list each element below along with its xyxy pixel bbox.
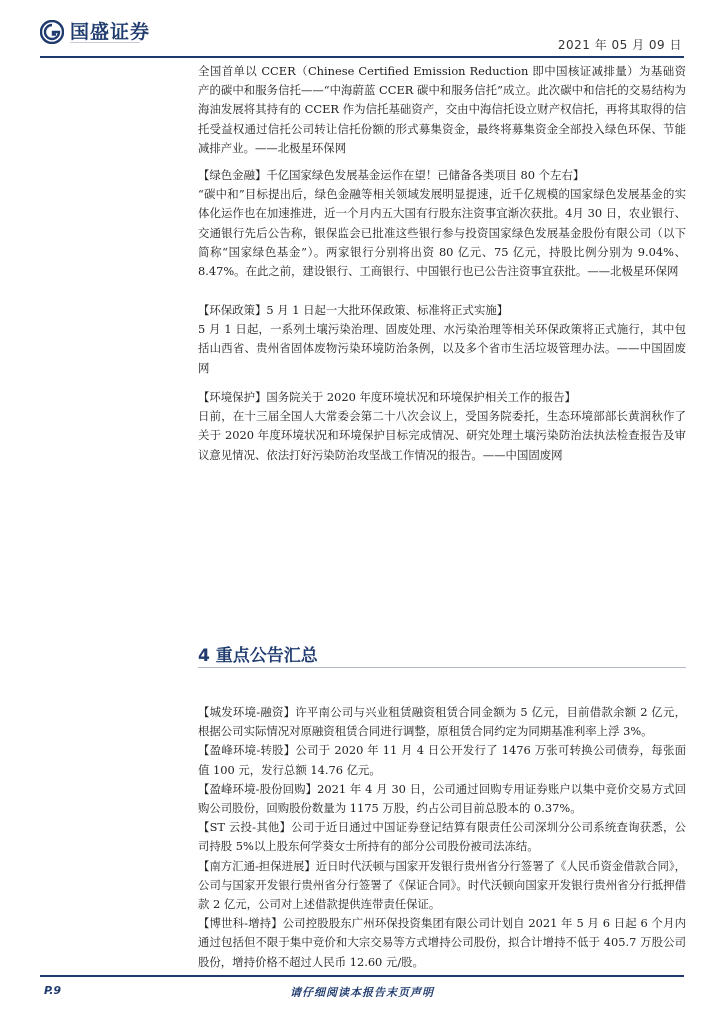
page-header bbox=[0, 0, 724, 60]
section-title: 4 重点公告汇总 bbox=[198, 646, 318, 666]
announcement-text: 公司于近日通过中国证券登记结算有限责任公司深圳分公司系统查询获悉，公司持股 5%以上股东何学葵女士所持有的部分公司股份被司法冻结。 bbox=[198, 820, 686, 854]
announcement-tag: 【盈峰环境-股份回购】 bbox=[198, 781, 318, 796]
announcement-item bbox=[198, 780, 686, 818]
footer-disclaimer: 请仔细阅读本报告末页声明 bbox=[290, 986, 434, 999]
news-item bbox=[198, 166, 686, 281]
news-top-block bbox=[198, 62, 686, 158]
logo-underline bbox=[70, 42, 140, 46]
announcement-text: 2021 年 4 月 30 日，公司通过回购专用证券账户以集中竞价交易方式回购公司股份，回购股份数量为 1175 万股，约占公司目前总股本的 0.37%。 bbox=[198, 781, 686, 816]
brand-name: 国盛证券 bbox=[70, 21, 151, 43]
announcement-item bbox=[198, 741, 686, 779]
report-date: 2021 年 05 月 09 日 bbox=[557, 38, 682, 52]
news-title: 【绿色金融】千亿国家绿色发展基金运作在望！已储备各类项目 80 个左右】 bbox=[198, 168, 585, 182]
logo-icon bbox=[40, 20, 64, 44]
announcement-item bbox=[198, 703, 686, 741]
news-body: “碳中和”目标提出后，绿色金融等相关领域发展明显提速，近千亿规模的国家绿色发展基金的实体化运作也在加速推进，近一个月内五大国有行股东注资事宜渐次获批。4月 30 日，农业银行、交通银行先后公告称，银保监会已批准这些银行参与投资国家绿色发展基金股份有限公司（以下简称“国家绿色基金”）。两家银行分别将出资 80 亿元、75 亿元，持股比例分别为 9.04%、8.47%。在此之前，建设银行、工商银行、中国银行也已公告注资事宜获批。——北极星环保网 bbox=[198, 187, 686, 279]
section-divider bbox=[198, 667, 686, 668]
footer-divider bbox=[40, 975, 684, 977]
announcement-item bbox=[198, 914, 686, 972]
news-title: 【环境保护】国务院关于 2020 年度环境状况和环境保护相关工作的报告】 bbox=[198, 390, 576, 404]
announcement-item bbox=[198, 818, 686, 856]
announcement-text: 公司控股股东广州环保投资集团有限公司计划自 2021 年 5 月 6 日起 6 个月内通过包括但不限于集中竞价和大宗交易等方式增持公司股份，拟合计增持不低于 405.7 万股公司股份，增持价格不超过人民币 12.60 元/股。 bbox=[198, 916, 686, 969]
news-body: 5 月 1 日起，一系列土壤污染治理、固废处理、水污染治理等相关环保政策将正式施行，其中包括山西省、贵州省固体废物污染环境防治条例，以及多个省市生活垃圾管理办法。——中国固废网 bbox=[198, 322, 686, 375]
news-body: 日前，在十三届全国人大常委会第二十八次会议上，受国务院委托，生态环境部部长黄润秋作了关于 2020 年度环境状况和环境保护目标完成情况、研究处理土壤污染防治法执法检查报告及审议意见情况、依法打好污染防治攻坚战工作情况的报告。——中国固废网 bbox=[198, 409, 686, 462]
news-title: 【环保政策】5 月 1 日起一大批环保政策、标准将正式实施】 bbox=[198, 303, 509, 317]
announcement-tag: 【城发环境-融资】 bbox=[198, 705, 296, 719]
page-number: P.9 bbox=[44, 984, 62, 997]
announcement-text: 许平南公司与兴业租赁融资租赁合同金额为 5 亿元，目前借款余额 2 亿元，根据公司实际情况对原融资租赁合同进行调整，原租赁合同约定为同期基准利率上浮 3%。 bbox=[198, 705, 686, 739]
announcement-tag: 【南方汇通-担保进展】 bbox=[198, 858, 316, 873]
news-item bbox=[198, 388, 686, 465]
announcement-tag: 【ST 云投-其他】 bbox=[198, 820, 292, 835]
news-paragraph: 全国首单以 CCER（Chinese Certified Emission Reduction 即中国核证减排量）为基础资产的碳中和服务信托——“中海蔚蓝 CCER 碳中和服务信托”成立。此次碳中和信托的交易结构为海油发展将其持有的 CCER 作为信托基础资产，交由中海信托设立财产权信托，再将其取得的信托受益权通过信托公司转让信托份额的形式募集资金，最终将募集资金全部投入绿色环保、节能减排产业。——北极星环保网 bbox=[198, 64, 686, 155]
company-logo bbox=[40, 20, 150, 44]
announcement-list bbox=[198, 703, 686, 972]
announcement-text: 公司于 2020 年 11 月 4 日公开发行了 1476 万张可转换公司债券，每张面值 100 元，发行总额 14.76 亿元。 bbox=[198, 743, 687, 777]
announcement-text: 近日时代沃顿与国家开发银行贵州省分行签署了《人民币资金借款合同》，公司与国家开发银行贵州省分行签署了《保证合同》。时代沃顿向国家开发银行贵州省分行抵押借款 2 亿元，公司对上述借款提供连带责任保证。 bbox=[198, 858, 686, 912]
header-divider bbox=[40, 56, 684, 58]
announcement-tag: 【盈峰环境-转股】 bbox=[198, 743, 296, 758]
announcement-item bbox=[198, 857, 686, 915]
announcement-tag: 【博世科-增持】 bbox=[198, 916, 283, 931]
news-item bbox=[198, 301, 686, 378]
